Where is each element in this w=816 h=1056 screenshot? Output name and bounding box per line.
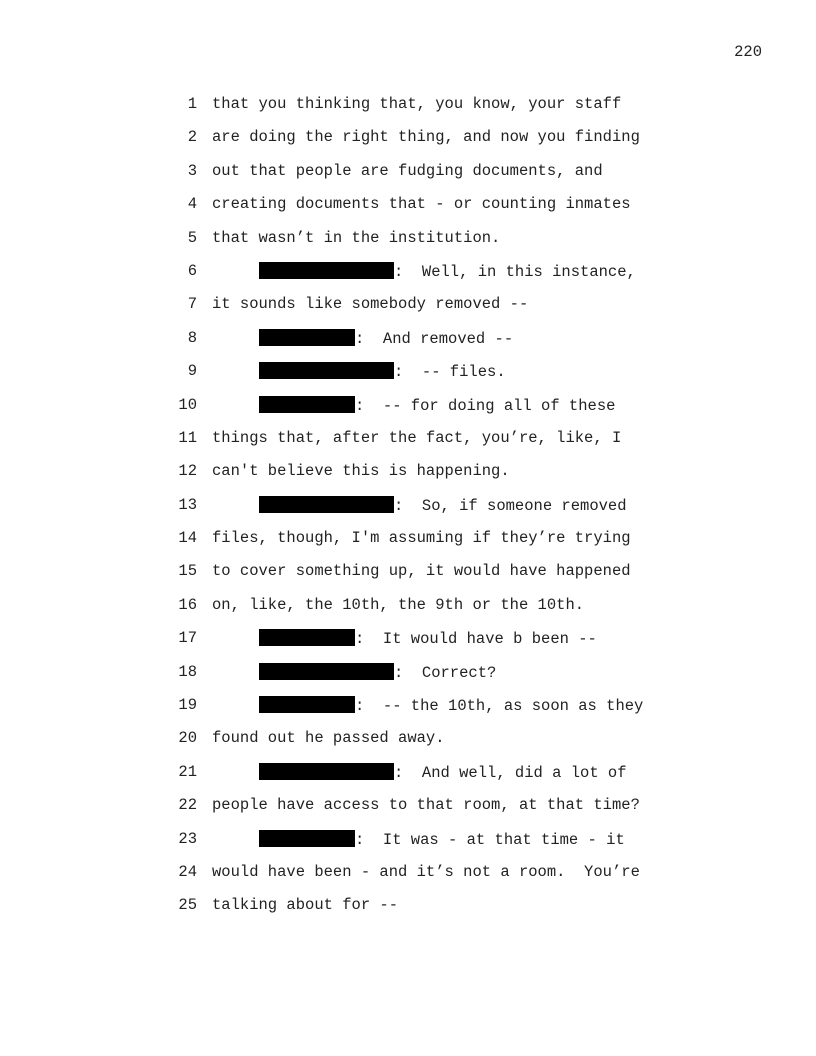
transcript-line <box>170 830 690 863</box>
line-text: are doing the right thing, and now you finding <box>212 128 640 147</box>
line-text: files, though, I'm assuming if they’re trying <box>212 529 631 548</box>
redaction-block <box>259 629 355 646</box>
speaker-line <box>259 362 506 381</box>
redaction-block <box>259 663 394 680</box>
transcript-line <box>170 195 690 228</box>
line-number: 24 <box>178 862 197 881</box>
line-text: out that people are fudging documents, and <box>212 161 603 180</box>
line-text: can't believe this is happening. <box>212 462 510 481</box>
transcript-line <box>170 729 690 762</box>
line-text: : -- files. <box>394 363 506 382</box>
line-text: talking about for -- <box>212 896 399 915</box>
line-text: would have been - and it’s not a room. You’re <box>212 862 640 881</box>
speaker-line <box>259 663 496 682</box>
transcript-line <box>170 663 690 696</box>
transcript-line <box>170 629 690 662</box>
line-text: : And removed -- <box>355 329 514 348</box>
transcript-line <box>170 496 690 529</box>
redaction-block <box>259 763 394 780</box>
line-number: 25 <box>178 896 197 915</box>
transcript-line <box>170 128 690 161</box>
line-text: : Correct? <box>394 663 497 682</box>
line-text: : -- the 10th, as soon as they <box>355 697 644 716</box>
speaker-line <box>259 262 636 281</box>
transcript-line <box>170 896 690 929</box>
page-number: 220 <box>734 43 762 61</box>
transcript-line <box>170 429 690 462</box>
transcript-line <box>170 796 690 829</box>
line-number: 3 <box>187 161 197 180</box>
line-text: creating documents that - or counting inmates <box>212 195 631 214</box>
speaker-line <box>259 496 627 515</box>
speaker-line <box>259 329 513 348</box>
speaker-line <box>259 763 627 782</box>
line-number: 5 <box>187 228 197 247</box>
line-text: : Well, in this instance, <box>394 262 636 281</box>
transcript-line <box>170 396 690 429</box>
line-number: 8 <box>187 328 197 347</box>
transcript-line <box>170 329 690 362</box>
line-number: 22 <box>178 796 197 815</box>
line-number: 6 <box>187 261 197 280</box>
line-number: 12 <box>178 462 197 481</box>
line-number: 2 <box>187 128 197 147</box>
line-number: 19 <box>178 696 197 715</box>
redaction-block <box>259 362 394 379</box>
line-text: : It was - at that time - it <box>355 830 625 849</box>
transcript-line <box>170 596 690 629</box>
line-number: 7 <box>187 295 197 314</box>
line-number: 11 <box>178 428 197 447</box>
transcript-line <box>170 562 690 595</box>
line-text: : -- for doing all of these <box>355 396 616 415</box>
line-text: to cover something up, it would have happened <box>212 562 631 581</box>
line-text: that wasn’t in the institution. <box>212 228 501 247</box>
transcript-line <box>170 362 690 395</box>
line-number: 18 <box>178 662 197 681</box>
transcript-line <box>170 262 690 295</box>
line-text: on, like, the 10th, the 9th or the 10th. <box>212 595 585 614</box>
line-number: 4 <box>187 195 197 214</box>
line-number: 15 <box>178 562 197 581</box>
line-text: found out he passed away. <box>212 729 445 748</box>
line-text: people have access to that room, at that time? <box>212 796 640 815</box>
transcript-line <box>170 696 690 729</box>
line-number: 16 <box>178 595 197 614</box>
speaker-line <box>259 696 643 715</box>
transcript-line <box>170 863 690 896</box>
transcript-line <box>170 95 690 128</box>
line-text: : It would have b been -- <box>355 630 597 649</box>
redaction-block <box>259 830 355 847</box>
line-text: it sounds like somebody removed -- <box>212 295 529 314</box>
redaction-block <box>259 262 394 279</box>
line-text: : So, if someone removed <box>394 496 627 515</box>
speaker-line <box>259 629 597 648</box>
line-number: 17 <box>178 629 197 648</box>
redaction-block <box>259 696 355 713</box>
redaction-block <box>259 496 394 513</box>
redaction-block <box>259 329 355 346</box>
speaker-line <box>259 830 625 849</box>
line-number: 13 <box>178 495 197 514</box>
line-number: 21 <box>178 762 197 781</box>
line-number: 23 <box>178 829 197 848</box>
line-number: 1 <box>187 95 197 113</box>
transcript-line <box>170 229 690 262</box>
transcript-line <box>170 295 690 328</box>
transcript-body <box>170 95 690 930</box>
line-number: 9 <box>187 362 197 381</box>
line-text: things that, after the fact, you’re, like, I <box>212 428 622 447</box>
transcript-line <box>170 763 690 796</box>
redaction-block <box>259 396 355 413</box>
line-number: 14 <box>178 529 197 548</box>
line-text: that you thinking that, you know, your staff <box>212 95 622 113</box>
transcript-line <box>170 162 690 195</box>
speaker-line <box>259 396 615 415</box>
line-text: : And well, did a lot of <box>394 763 627 782</box>
transcript-line <box>170 462 690 495</box>
line-number: 20 <box>178 729 197 748</box>
line-number: 10 <box>178 395 197 414</box>
transcript-line <box>170 529 690 562</box>
